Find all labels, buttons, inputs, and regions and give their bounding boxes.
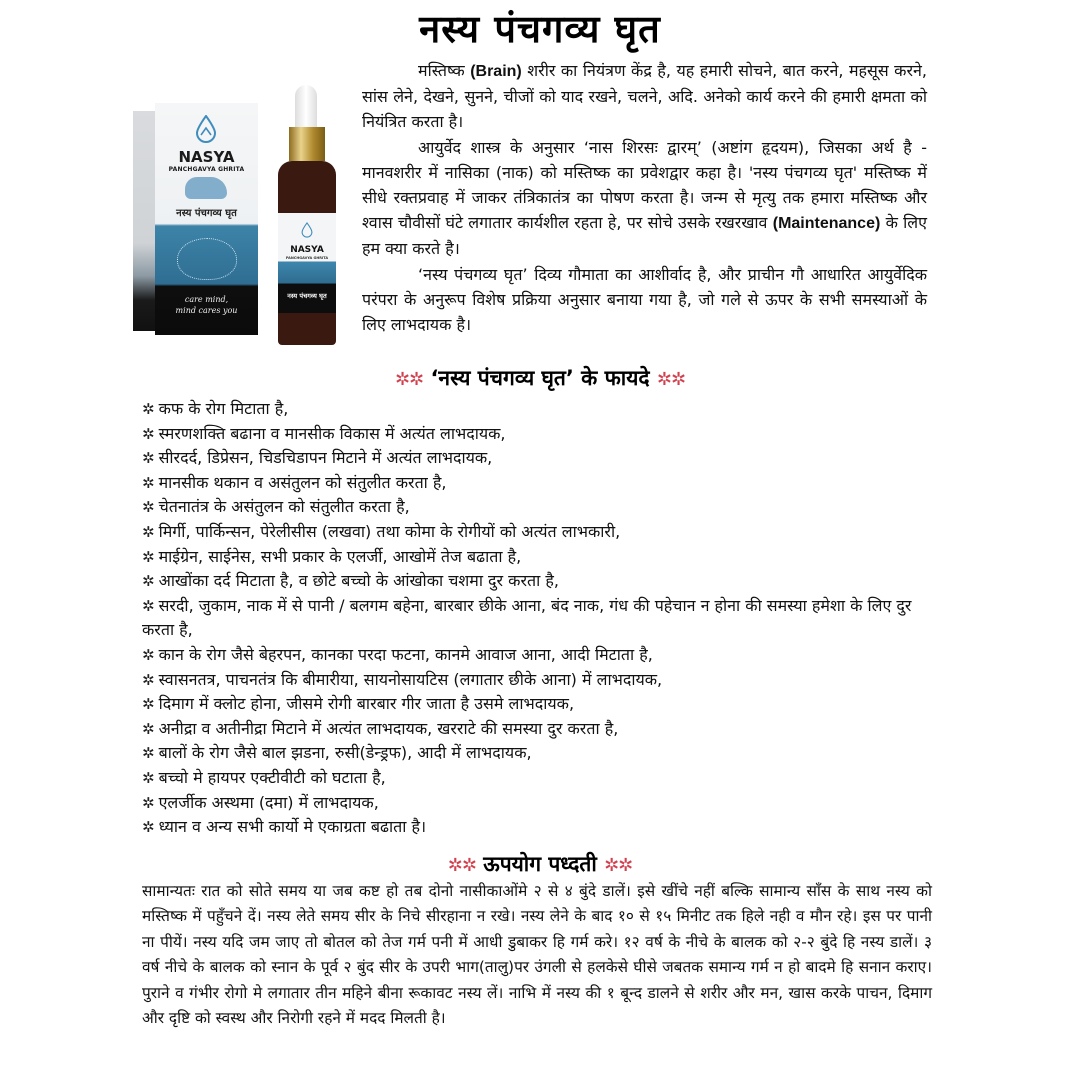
intro-paragraph-1 (362, 58, 927, 135)
text: आयुर्वेद शास्त्र के अनुसार ‘नास शिरसः द्वारम्’ (अष्टांग हृदयम), जिसका अर्थ है - मानवशरीर में नासिका (नाक) को मस्तिष्क का प्रवेशद्वार कहा है। 'नस्य पंचगव्य घृत' मस्तिष्क में सीधे रक्तप्रवाह में जाकर तंत्रिकातंत्र का पोषण करता है। जन्म से मृत्यु तक हमारा मस्तिष्क और श्वास चौवीसों घंटे लगातार कार्यशील रहता हे, पर सोचे उसके रखरखाव (362, 137, 927, 233)
tagline-line-2: mind cares you (175, 306, 238, 315)
bold-term: (Brain) (470, 63, 522, 80)
asterisk-bullet-icon: ✲ (142, 695, 155, 714)
benefit-text: मिर्गी, पार्किन्सन, पेरेलीसीस (लखवा) तथा कोमा के रोगीयों को अत्यंत लाभकारी, (158, 521, 621, 541)
usage-instructions: सामान्यतः रात को सोते समय या जब कष्ट हो तब दोनो नासीकाओंमे २ से ४ बुंदे डालें। इसे खींचे नहीं बल्कि सामान्य साँस के साथ नस्य को मस्तिष्क में पहुँचने दें। नस्य लेते समय सीर के निचे सीरहाना न रखे। नस्य लेने के बाद १० से १५ मिनीट तक हिले नही व मौन रहे। इस पर पानी ना पीयें। नस्य यदि जम जाए तो बोतल को तेज गर्म पनी में आधी डुबाकर हि गर्म करे। १२ वर्ष के नीचे के बालक को २-२ बुंदे हि नस्य डालें। ३ वर्ष नीचे के बालक को स्नान के पूर्व २ बुंद सीर के उपरी भाग(तालु)पर उंगली से हलकेसे घीसे जबतक समान्य गर्म न हो बादमे हि सनान कराए। पुराने व गंभीर रोगो मे लगातार तीन महिने बीना रूकावट नस्य लें। नाभि में नस्य की १ बून्द डालने से शरीर और मन, खास करके पाचन, दिमाग और दृष्टि को स्वस्थ और निरोगी रहने में मदद मिलती है। (142, 882, 932, 1028)
benefit-text: स्मरणशक्ति बढाना व मानसीक विकास में अत्यंत लाभदायक, (158, 423, 506, 443)
list-item (142, 741, 942, 766)
product-box (133, 103, 258, 335)
benefit-text: दिमाग में क्लोट होना, जीसमे रोगी बारबार गीर जाता है उसमे लाभदायक, (158, 694, 575, 714)
tagline-line-1: care mind, (184, 295, 229, 304)
list-item (142, 692, 942, 717)
list-item (142, 569, 942, 594)
benefit-text: अनीद्रा व अतीनीद्रा मिटाने में अत्यंत लाभदायक, खरराटे की समस्या दुर करता है, (158, 718, 619, 738)
benefits-heading-text: ‘नस्य पंचगव्य घृत’ के फायदे (430, 366, 650, 390)
box-subbrand: PANCHGAVYA GHRITA (168, 166, 245, 173)
benefit-text: मानसीक थकान व असंतुलन को संतुलीत करता है, (158, 472, 447, 492)
benefit-text: ध्यान व अन्य सभी कार्यो मे एकाग्रता बढाता है। (158, 817, 427, 837)
drop-logo-icon (301, 221, 313, 239)
list-item (142, 643, 942, 668)
list-item (142, 520, 942, 545)
dropper-bulb (295, 85, 317, 130)
benefits-list (142, 397, 942, 840)
asterisk-bullet-icon: ✲ (142, 744, 155, 763)
box-tagline (155, 294, 258, 316)
list-item (142, 717, 942, 742)
asterisk-icon: ✲✲ (394, 369, 424, 390)
benefit-text: एलर्जीक अस्थमा (दमा) में लाभदायक, (158, 792, 379, 812)
bottle-brand: NASYA (290, 245, 324, 255)
list-item (142, 422, 942, 447)
benefit-text: सरदी, जुकाम, नाक में से पानी / बलगम बहेना, बारबार छीके आना, बंद नाक, गंध की पहेचान न होना की समस्या हमेशा के लिए दुर करता है, (142, 595, 912, 640)
benefit-text: कफ के रोग मिटाता है, (158, 399, 289, 418)
list-item (142, 471, 942, 496)
bottle-subbrand: PANCHGAVYA GHRITA (285, 256, 329, 260)
cow-icon (185, 177, 227, 199)
benefit-text: सीरदर्द, डिप्रेसन, चिडचिडापन मिटाने में अत्यंत लाभदायक, (158, 448, 493, 468)
box-brand: NASYA (178, 148, 235, 166)
asterisk-icon: ✲✲ (447, 855, 476, 876)
asterisk-icon: ✲✲ (656, 369, 686, 390)
list-item (142, 766, 942, 791)
drop-logo-icon (195, 115, 217, 143)
benefit-text: बच्चो मे हायपर एक्टीवीटी को घटाता है, (158, 767, 386, 787)
asterisk-bullet-icon: ✲ (142, 473, 155, 492)
list-item (142, 446, 942, 471)
text: शरीर का नियंत्रण केंद्र है, यह हमारी सोचने, बात करने, महसूस करने, सांस लेने, देखने, सुनने, चीजों को याद रखने, चलने, अदि. अनेको कार्य करने की हमारी क्षमता को नियंत्रित करता है। (362, 61, 927, 132)
list-item (142, 594, 942, 643)
asterisk-bullet-icon: ✲ (142, 670, 155, 689)
box-side-panel (133, 111, 155, 331)
asterisk-bullet-icon: ✲ (142, 498, 155, 517)
usage-heading-text: ऊपयोग पध्दती (483, 852, 597, 876)
asterisk-bullet-icon: ✲ (142, 572, 155, 591)
intro-paragraph-3: ‘नस्य पंचगव्य घृत’ दिव्य गौमाता का आशीर्वाद है, और प्राचीन गौ आधारित आयुर्वेदिक परंपरा के अनुरूप विशेष प्रक्रिया अनुसार बनाया गया है, जो गले से ऊपर के सभी समस्याओं के लिए लाभदायक है। (362, 264, 927, 335)
benefit-text: स्वासनतत्र, पाचनतंत्र कि बीमारीया, सायनोसायटिस (लगातार छीके आना) में लाभदायक, (158, 669, 663, 689)
bottle-cap (289, 127, 325, 161)
bottle-hindi-name: नस्य पंचगव्य घृत (287, 292, 327, 300)
asterisk-bullet-icon: ✲ (142, 793, 155, 812)
product-image (133, 85, 348, 347)
list-item (142, 668, 942, 693)
bold-term: (Maintenance) (772, 215, 881, 233)
asterisk-bullet-icon: ✲ (142, 449, 155, 468)
asterisk-icon: ✲✲ (604, 855, 633, 876)
intro-text (362, 58, 927, 337)
asterisk-bullet-icon: ✲ (142, 522, 155, 541)
usage-heading (0, 850, 1080, 878)
asterisk-bullet-icon: ✲ (142, 400, 155, 418)
benefit-text: आखोंका दर्द मिटाता है, व छोटे बच्चो के आंखोका चशमा दुर करता है, (158, 571, 559, 591)
list-item (142, 545, 942, 570)
brain-icon (177, 238, 237, 280)
intro-paragraph-2 (362, 135, 927, 262)
box-front-panel (155, 103, 258, 335)
benefit-text: बालों के रोग जैसे बाल झडना, रुसी(डेन्ड्रफ), आदी में लाभदायक, (158, 743, 532, 763)
benefit-text: माईग्रेन, साईनेस, सभी प्रकार के एलर्जी, आखोमें तेज बढाता है, (158, 546, 522, 566)
benefit-text: कान के रोग जैसे बेहरपन, कानका परदा फटना, कानमे आवाज आना, आदी मिटाता है, (158, 644, 653, 664)
asterisk-bullet-icon: ✲ (142, 818, 155, 837)
text: मस्तिष्क (418, 61, 471, 80)
bottle-label (278, 213, 336, 313)
benefit-text: चेतनातंत्र के असंतुलन को संतुलीत करता है, (158, 497, 410, 517)
asterisk-bullet-icon: ✲ (142, 645, 155, 664)
product-bottle (276, 85, 338, 347)
list-item (142, 495, 942, 520)
asterisk-bullet-icon: ✲ (142, 596, 155, 615)
asterisk-bullet-icon: ✲ (142, 719, 155, 738)
text: के लिए हम क्या करते है। (362, 213, 927, 259)
box-hindi-name: नस्य पंचगव्य घृत (176, 208, 237, 219)
list-item (142, 815, 942, 840)
page-title: नस्य पंचगव्य घृत (419, 7, 661, 51)
list-item (142, 397, 942, 422)
asterisk-bullet-icon: ✲ (142, 424, 155, 443)
list-item (142, 791, 942, 816)
asterisk-bullet-icon: ✲ (142, 768, 155, 787)
asterisk-bullet-icon: ✲ (142, 547, 155, 566)
benefits-heading (0, 364, 1080, 392)
